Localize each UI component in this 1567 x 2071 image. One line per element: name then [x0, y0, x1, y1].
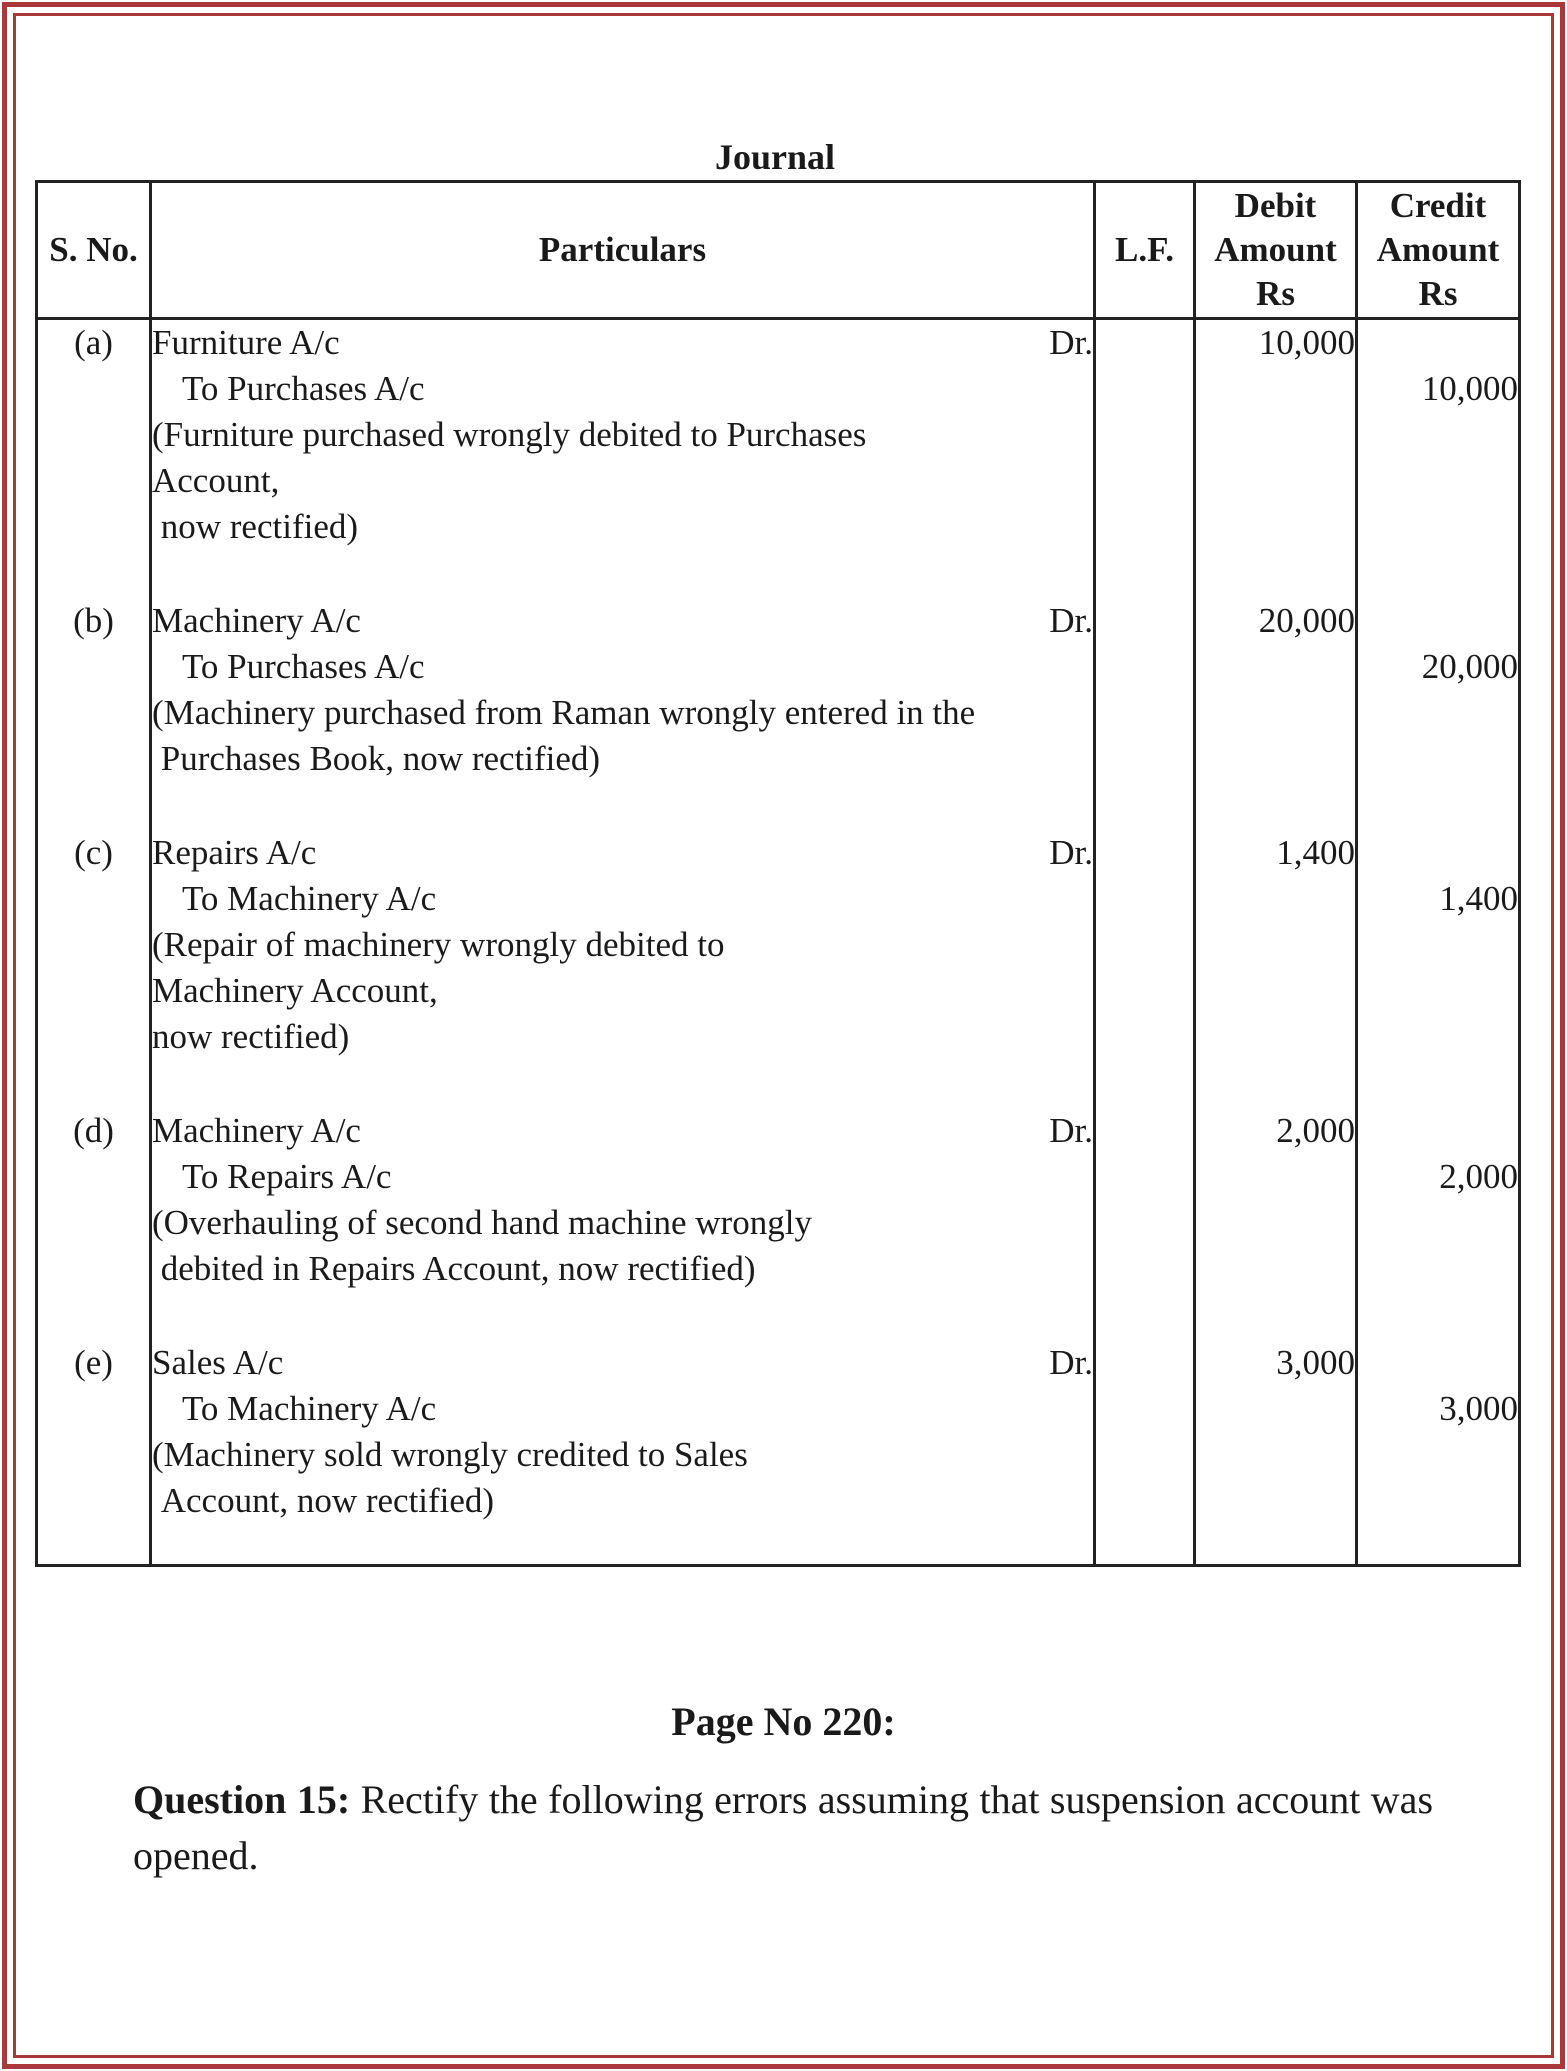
- journal-entry-row: [37, 1108, 1520, 1340]
- entry-sno: (b): [37, 598, 151, 830]
- credit-amount-value: 20,000: [1421, 647, 1518, 686]
- entry-spacer: [152, 1060, 1093, 1108]
- debit-account: Furniture A/c: [152, 323, 340, 362]
- entry-lf: [1095, 1108, 1195, 1340]
- header-particulars: Particulars: [151, 182, 1095, 319]
- credit-account: To Machinery A/c: [182, 1389, 437, 1428]
- entry-particulars: [151, 598, 1095, 830]
- question-paragraph: [133, 1772, 1433, 1884]
- entry-sno: (c): [37, 830, 151, 1108]
- question-text: Rectify the following errors assuming that suspension account was opened.: [133, 1777, 1434, 1878]
- narration: (Overhauling of second hand machine wrongly debited in Repairs Account, now rectified): [152, 1203, 812, 1288]
- credit-account: To Repairs A/c: [182, 1157, 392, 1196]
- header-sno: S. No.: [37, 182, 151, 319]
- credit-account: To Purchases A/c: [182, 369, 425, 408]
- entry-particulars: [151, 1108, 1095, 1340]
- debit-account: Machinery A/c: [152, 1111, 361, 1150]
- journal-entry-row: [37, 1340, 1520, 1566]
- header-credit-line-2: Amount: [1376, 230, 1500, 269]
- credit-offset: [1358, 830, 1518, 876]
- header-debit-line-2: Amount: [1214, 230, 1337, 269]
- credit-amount-value: 10,000: [1421, 369, 1518, 408]
- credit-offset: [1358, 1108, 1518, 1154]
- debit-line: [152, 598, 1093, 644]
- dr-marker: Dr.: [1049, 1343, 1093, 1382]
- dr-marker: Dr.: [1049, 323, 1093, 362]
- debit-account: Sales A/c: [152, 1343, 284, 1382]
- journal-title: Journal: [714, 137, 836, 177]
- entry-spacer: [152, 1524, 1093, 1564]
- debit-account: Repairs A/c: [152, 833, 317, 872]
- credit-offset: [1358, 1340, 1518, 1386]
- entry-lf: [1095, 598, 1195, 830]
- entry-debit-amount: 20,000: [1195, 598, 1357, 830]
- header-debit-line-1: Debit: [1234, 186, 1317, 225]
- question-label: Question 15:: [133, 1777, 351, 1822]
- dr-marker: Dr.: [1049, 833, 1093, 872]
- entry-sno: (d): [37, 1108, 151, 1340]
- dr-marker: Dr.: [1049, 1111, 1093, 1150]
- entry-debit-amount: 3,000: [1195, 1340, 1357, 1566]
- journal-entry-row: [37, 830, 1520, 1108]
- entry-debit-amount: 10,000: [1195, 319, 1357, 599]
- entry-spacer: [152, 1292, 1093, 1340]
- journal-entry-row: [37, 319, 1520, 599]
- narration: (Machinery purchased from Raman wrongly entered in the Purchases Book, now rectified): [152, 693, 976, 778]
- debit-line: [152, 1340, 1093, 1386]
- header-credit-line-1: Credit: [1389, 186, 1487, 225]
- header-credit: [1357, 182, 1520, 319]
- entry-lf: [1095, 830, 1195, 1108]
- credit-amount-value: 2,000: [1439, 1157, 1518, 1196]
- journal-header-row: [37, 182, 1520, 319]
- journal-entry-row: [37, 598, 1520, 830]
- header-debit-line-3: Rs: [1256, 274, 1295, 313]
- credit-amount-value: 1,400: [1439, 879, 1518, 918]
- debit-line: [152, 830, 1093, 876]
- narration: (Repair of machinery wrongly debited to Machinery Account, now rectified): [152, 925, 725, 1056]
- entry-credit-amount: [1357, 598, 1520, 830]
- entry-credit-amount: [1357, 1340, 1520, 1566]
- entry-lf: [1095, 319, 1195, 599]
- header-lf: L.F.: [1095, 182, 1195, 319]
- entry-particulars: [151, 319, 1095, 599]
- entry-debit-amount: 2,000: [1195, 1108, 1357, 1340]
- credit-amount-value: 3,000: [1439, 1389, 1518, 1428]
- credit-offset: [1358, 598, 1518, 644]
- entry-particulars: [151, 830, 1095, 1108]
- entry-sno: (e): [37, 1340, 151, 1566]
- credit-account: To Purchases A/c: [182, 647, 425, 686]
- narration: (Furniture purchased wrongly debited to Purchases Account, now rectified): [152, 415, 867, 546]
- header-credit-line-3: Rs: [1418, 274, 1458, 313]
- debit-line: [152, 1108, 1093, 1154]
- dr-marker: Dr.: [1049, 601, 1093, 640]
- entry-credit-amount: [1357, 830, 1520, 1108]
- credit-offset: [1358, 320, 1518, 366]
- debit-account: Machinery A/c: [152, 601, 361, 640]
- debit-line: [152, 320, 1093, 366]
- entry-particulars: [151, 1340, 1095, 1566]
- entry-lf: [1095, 1340, 1195, 1566]
- credit-account: To Machinery A/c: [182, 879, 437, 918]
- entry-spacer: [152, 550, 1093, 598]
- page-number-heading: Page No 220:: [671, 1699, 896, 1744]
- entry-credit-amount: [1357, 319, 1520, 599]
- header-debit: [1195, 182, 1357, 319]
- narration: (Machinery sold wrongly credited to Sales Account, now rectified): [152, 1435, 748, 1520]
- entry-debit-amount: 1,400: [1195, 830, 1357, 1108]
- journal-table: [35, 180, 1521, 1567]
- entry-spacer: [152, 782, 1093, 830]
- entry-credit-amount: [1357, 1108, 1520, 1340]
- entry-sno: (a): [37, 319, 151, 599]
